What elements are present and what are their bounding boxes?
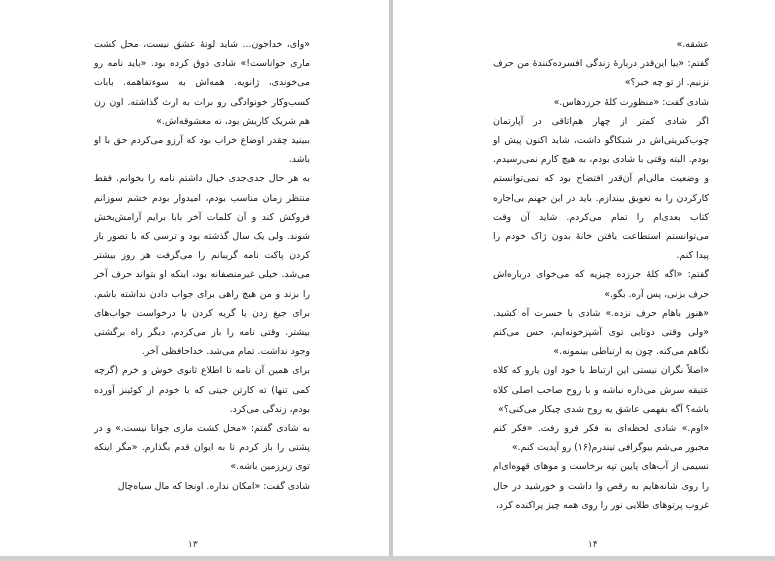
- paragraph: «هنوز باهام حرف نزده.» شادی با حسرت آه کشید. «ولی وقتی دوتایی توی آشپزخونه‌ایم، حس می‌کنم نگاهم می‌کنه. چون به ارتباطی بینمونه.»: [493, 307, 709, 358]
- right-page: [393, 0, 775, 556]
- left-page-text: [94, 35, 310, 496]
- paragraph: اگر شادی کمتر از چهار هم‌اتاقی در آپارتمان چوب‌کبریتی‌اش در شیکاگو داشت، شاید اکنون پیش او بودم. البته وقتی با شادی بودم، به هیچ کارم نمی‌رسیدم. و وضعیت مالی‌ام آن‌قدر افتضاح بود که نمی‌توانستم کارکردن را به تعویق بیندازم. باید در این جهنم بی‌اجاره کتاب بعدی‌ام را تمام می‌کردم. شاید آن وقت می‌توانستم استطاعت یافتن خانهٔ بدون ژاک خودم را پیدا کنم.: [493, 115, 709, 262]
- page-number: ۱۴: [588, 540, 598, 550]
- viewer-bottom-edge: [0, 556, 775, 561]
- paragraph: «اصلاً نگران نیستی این ارتباط با خود اون یارو که کلاه عتیقه سرش می‌ذاره نباشه و با روح صاحب اصلی کلاه باشه؟ آگه بفهمی عاشق یه روح شدی چیکار می‌کنی؟»: [493, 365, 709, 415]
- page-number: ۱۳: [188, 540, 198, 550]
- paragraph: «وای، خداجون... شاید لونهٔ عشق نیست، محل کشت ماری جواناست!» شادی ذوق کرده بود. «باید نامه رو می‌خوندی، ژانویه. همه‌اش به سوءتفاهمه. بابات کسب‌وکار خونوادگی رو برات به ارث گذاشته. اون زن هم شریک کاریش بود، نه معشوقه‌اش.»: [94, 39, 310, 127]
- paragraph: گفتم: «بیا این‌قدر دربارهٔ زندگی افسرده‌کنندهٔ من حرف نزنیم. از تو چه خبر؟»: [493, 58, 709, 89]
- paragraph: گفتم: «اگه کلهٔ جرزده چیزیه که می‌خوای درباره‌اش حرف بزنی، پس آره. بگو.»: [493, 269, 709, 300]
- right-page-text: [493, 35, 709, 515]
- paragraph: به هر حال جدی‌جدی خیال داشتم نامه را بخوانم. فقط منتظر زمان مناسب بودم، امیدوار بودم خشم سوزانم فروکش کند و آن کلمات آخر بابا برایم آرامش‌بخش شوند. ولی یک سال گذشته بود و ترسی که با تصور باز کردن پاکت نامه گریبانم را می‌گرفت هر روز بیشتر می‌شد. خیلی غیرمنصفانه بود، اینکه او بتواند حرف آخر را بزند و من هیچ راهی برای جواب دادن نداشته باشم. برای جیغ زدن یا گریه کردن یا درخواست جواب‌های بیشتر. وقتی نامه را باز می‌کردم، دیگر راه برگشتی وجود نداشت. تمام می‌شد. خداحافظی آخر.: [94, 173, 310, 358]
- paragraph: برای همین آن نامه تا اطلاع ثانوی خوش و خرم (گرچه کمی تنها) ته کارتن جینی که با خودم از کوئینز آورده بودم، زندگی می‌کرد.: [94, 365, 310, 415]
- paragraph: به شادی گفتم: «محل کشت ماری جوانا نیست.» و در پشتی را باز کردم تا به ایوان قدم بگذارم. «مگر اینکه توی زیرزمین باشه.»: [94, 423, 310, 473]
- paragraph: شادی گفت: «منظورت کلهٔ جرزدهاس.»: [553, 96, 709, 108]
- paragraph: «اوم.» شادی لحظه‌ای به فکر فرو رفت. «فکر کنم مجبور می‌شم بیوگرافی تیندرم(۱۶) رو آپدیت کنم.»: [493, 423, 709, 454]
- paragraph: نسیمی از آب‌های پایین تپه برخاست و موهای قهوه‌ای‌ام را روی شانه‌هایم به رقص وا داشت و خورشید در حال غروب پرتوهای طلایی نور را روی همه چیز پراکنده کرد،: [493, 461, 709, 511]
- paragraph: عشقه.»: [676, 39, 709, 50]
- paragraph: شادی گفت: «امکان نداره. اونجا که مال سیاه‌چال: [117, 480, 310, 492]
- paragraph: ببینید چقدر اوضاع خراب بود که آرزو می‌کردم حق با او باشد.: [94, 135, 310, 166]
- left-page: [0, 0, 389, 556]
